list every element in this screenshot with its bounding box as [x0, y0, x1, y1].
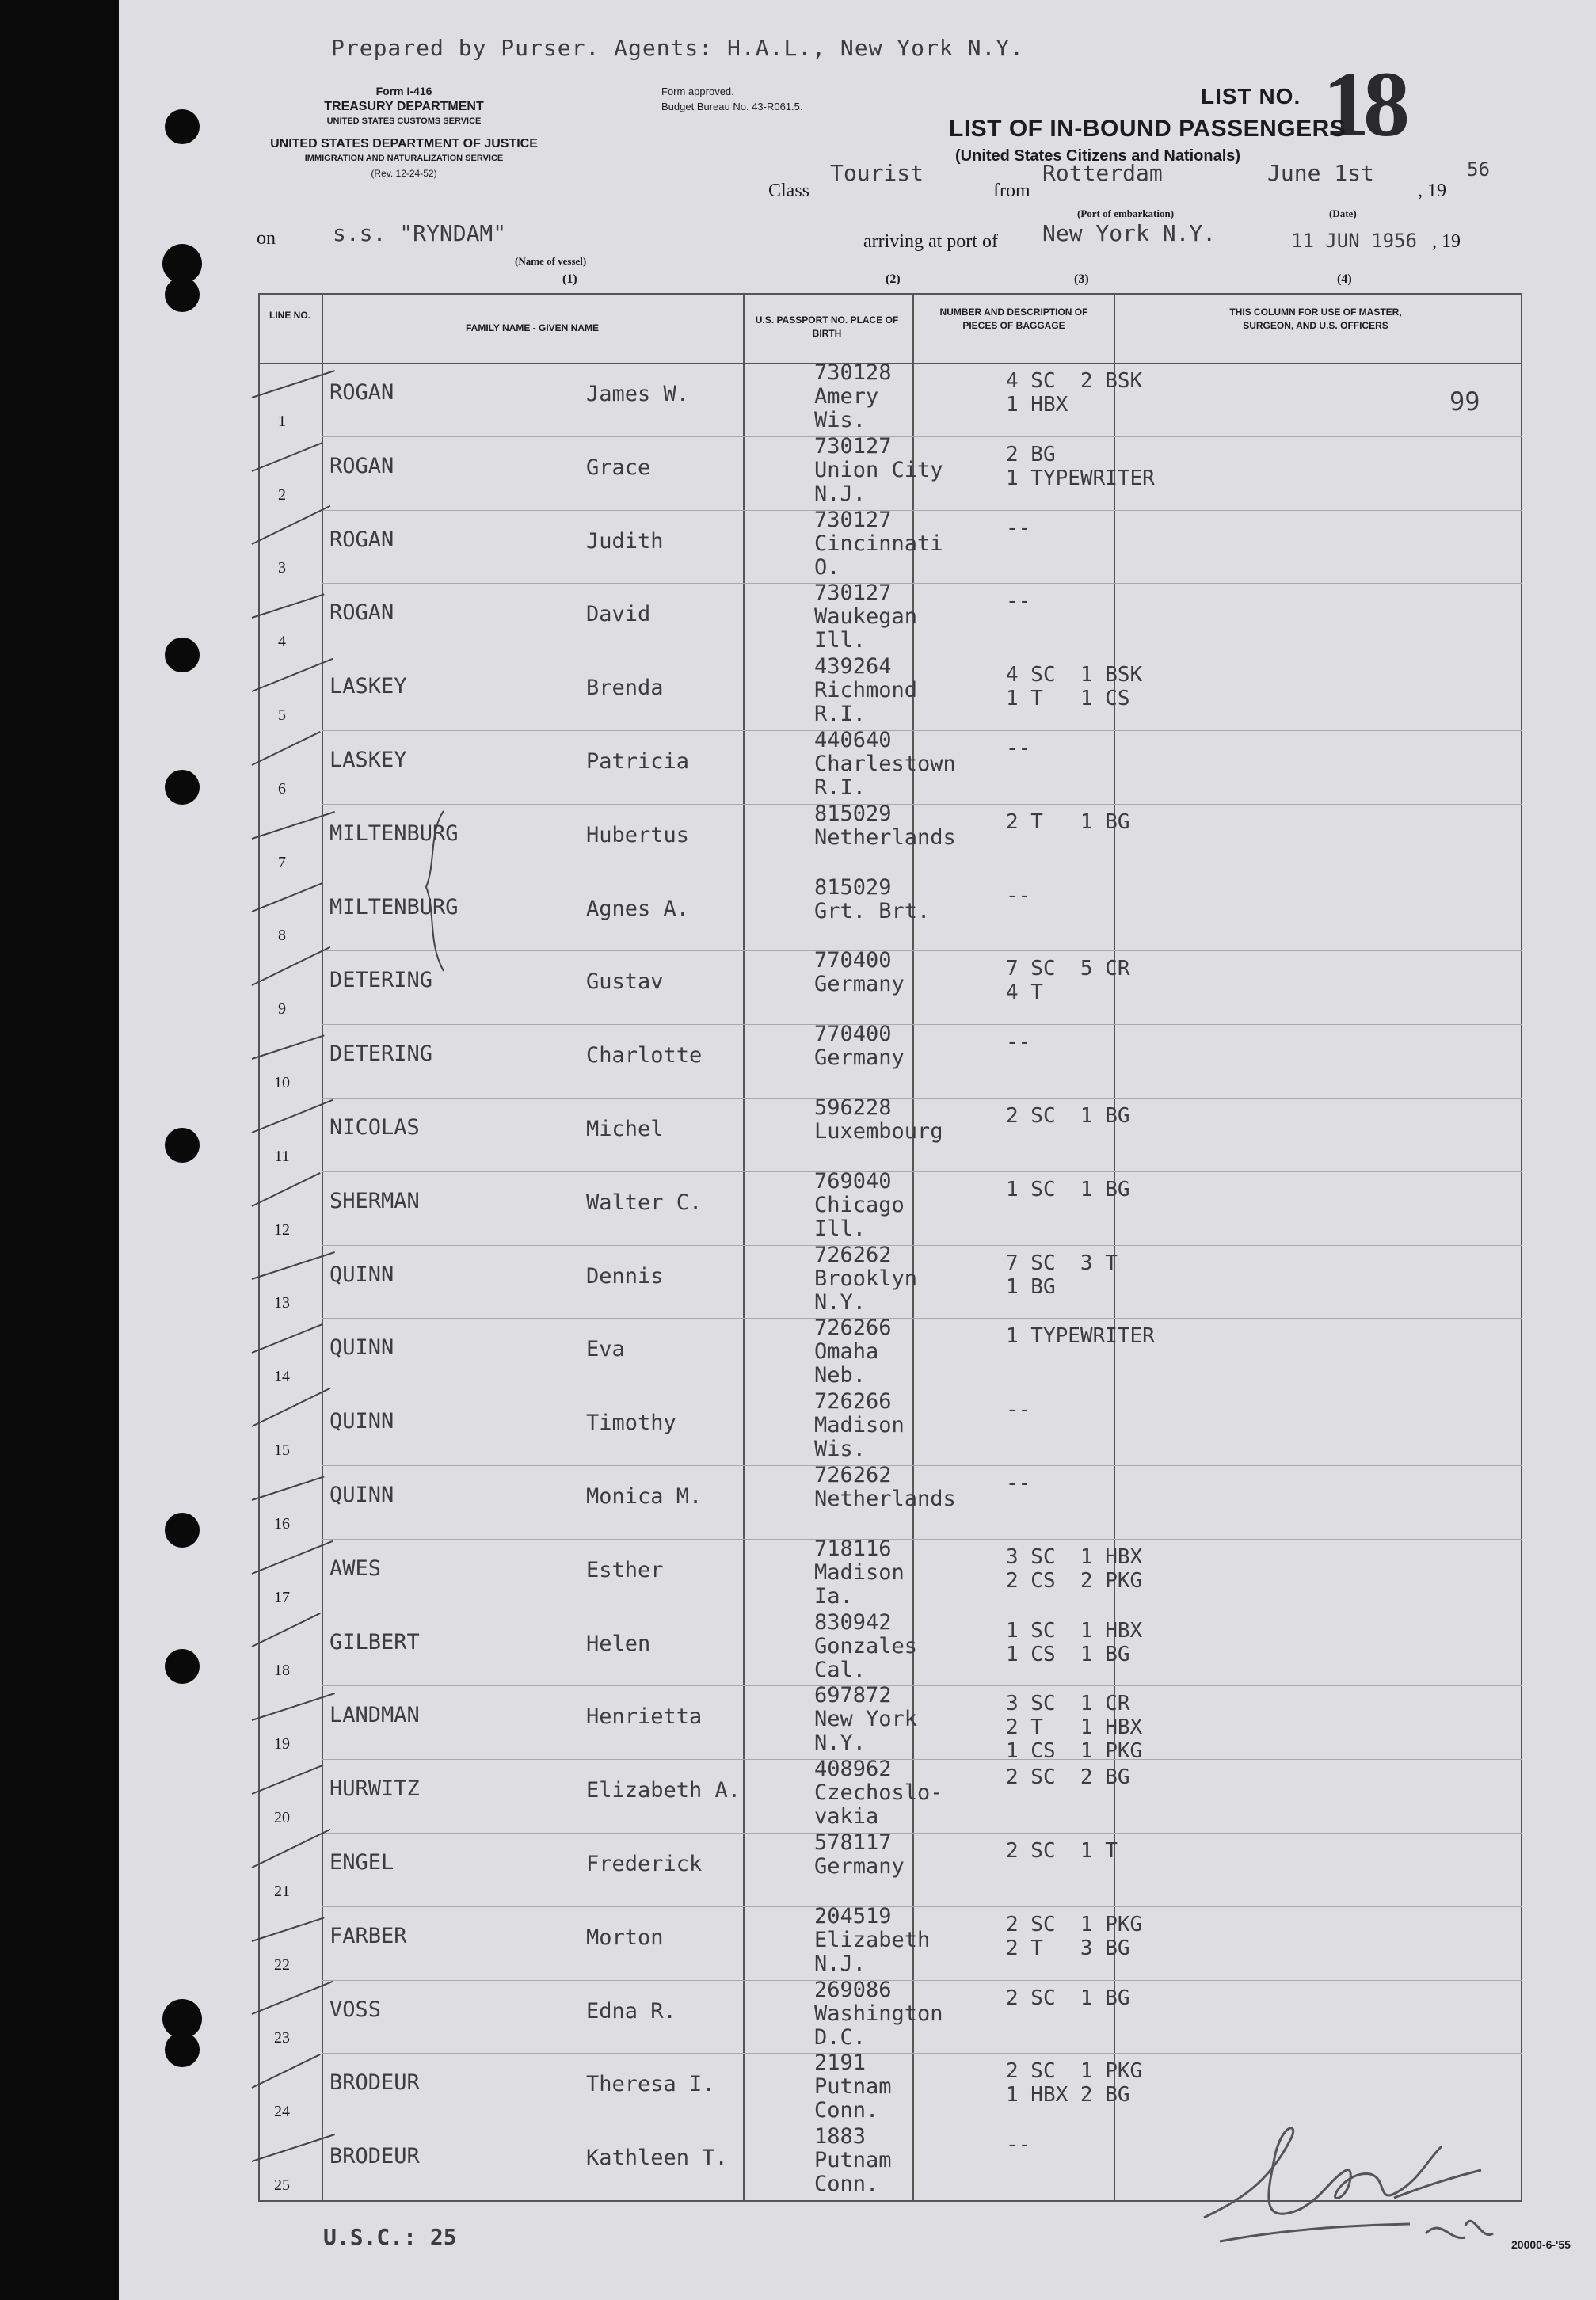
passport-place-of-birth: 578117 Germany: [814, 1830, 905, 1879]
line-number: 24: [274, 2103, 290, 2121]
line-number: 11: [274, 1147, 290, 1165]
family-name: AWES: [329, 1556, 382, 1581]
family-bracket: [420, 808, 451, 974]
baggage-description: 1 SC 1 BG: [1006, 1177, 1130, 1201]
row-divider: [322, 950, 1522, 951]
line-number: 6: [278, 779, 286, 798]
given-name: Dennis: [586, 1263, 664, 1289]
baggage-description: 7 SC 5 CR 4 T: [1006, 957, 1130, 1005]
line-number: 22: [274, 1955, 290, 1974]
class-label: Class: [768, 181, 810, 201]
immigration-service: IMMIGRATION AND NATURALIZATION SERVICE: [304, 154, 504, 163]
baggage-description: 2 SC 1 BG: [1006, 1986, 1130, 2010]
line-number: 20: [274, 1809, 290, 1826]
row-divider: [322, 1024, 1522, 1025]
line-number: 1: [278, 412, 286, 430]
line-number: 12: [274, 1220, 290, 1239]
passport-place-of-birth: 730127 Union City N.J.: [814, 433, 943, 506]
list-number: 18: [1323, 52, 1404, 156]
binder-hole: [165, 638, 200, 672]
given-name: Agnes A.: [586, 896, 690, 921]
column-header-passport: U.S. PASSPORT NO. PLACE OF BIRTH: [755, 314, 899, 339]
baggage-description: --: [1006, 2133, 1031, 2157]
baggage-description: --: [1006, 883, 1031, 908]
row-divider: [322, 1539, 1522, 1540]
baggage-description: 1 SC 1 HBX 1 CS 1 BG: [1006, 1618, 1143, 1666]
baggage-description: 2 BG 1 TYPEWRITER: [1006, 442, 1155, 490]
given-name: Morton: [586, 1925, 664, 1950]
family-name: BRODEUR: [329, 2070, 420, 2096]
customs-service: UNITED STATES CUSTOMS SERVICE: [326, 116, 482, 126]
line-number: 4: [278, 633, 286, 651]
passport-place-of-birth: 770400 Germany: [814, 1022, 905, 1071]
family-name: QUINN: [329, 1483, 394, 1507]
line-number: 16: [274, 1514, 290, 1533]
treasury-department: TREASURY DEPARTMENT: [324, 100, 484, 113]
passport-place-of-birth: 830942 Gonzales Cal.: [814, 1609, 918, 1682]
column-header-baggage: NUMBER AND DESCRIPTION OF PIECES OF BAGGAGE: [939, 307, 1088, 331]
baggage-description: 3 SC 1 HBX 2 CS 2 PKG: [1006, 1544, 1143, 1593]
family-name: QUINN: [329, 1262, 394, 1287]
family-name: ROGAN: [329, 380, 394, 405]
baggage-description: --: [1006, 589, 1031, 614]
given-name: Judith: [586, 528, 664, 554]
given-name: Theresa I.: [586, 2072, 715, 2097]
family-name: VOSS: [329, 1997, 382, 2022]
baggage-description: --: [1006, 1472, 1031, 1495]
row-divider: [322, 1245, 1522, 1246]
officer-signature: [1188, 2091, 1521, 2265]
family-name: ROGAN: [329, 600, 394, 626]
column-marker-2: (2): [886, 272, 901, 286]
on-label: on: [257, 228, 276, 249]
passport-place-of-birth: 204519 Elizabeth N.J.: [814, 1903, 931, 1976]
passport-place-of-birth: 697872 New York N.Y.: [814, 1683, 918, 1756]
column-marker-1: (1): [562, 272, 577, 286]
form-revision: (Rev. 12-24-52): [371, 168, 437, 179]
line-number: 13: [274, 1294, 290, 1312]
passport-place-of-birth: 815029 Grt. Brt.: [814, 874, 931, 923]
form-number: Form I-416: [375, 85, 432, 97]
arriving-label: arriving at port of: [863, 231, 998, 252]
officer-note: 99: [1449, 387, 1480, 417]
line-number: 23: [274, 2029, 290, 2047]
binder-hole: [165, 1649, 200, 1684]
line-number: 2: [278, 486, 286, 504]
date-caption: (Date): [1329, 208, 1357, 219]
baggage-description: 2 SC 1 T: [1006, 1839, 1118, 1863]
line-number: 10: [274, 1074, 290, 1091]
row-divider: [322, 2053, 1522, 2054]
row-divider: [322, 583, 1522, 584]
baggage-description: 4 SC 2 BSK 1 HBX: [1006, 369, 1143, 417]
given-name: Patricia: [586, 749, 690, 774]
port-of-embarkation: Rotterdam: [1042, 160, 1163, 186]
family-name: SHERMAN: [329, 1188, 420, 1213]
given-name: Elizabeth A.: [586, 1778, 741, 1803]
family-name: MILTENBURG: [329, 821, 459, 846]
list-number-label: LIST NO.: [1201, 84, 1301, 109]
passport-place-of-birth: 770400 Germany: [814, 948, 905, 997]
family-name: ROGAN: [329, 527, 394, 552]
given-name: Esther: [586, 1557, 664, 1582]
row-divider: [322, 1685, 1522, 1686]
vessel-caption: (Name of vessel): [515, 255, 587, 267]
arrival-year-prefix: , 19: [1432, 231, 1461, 252]
form-approved: Form approved.: [661, 86, 734, 97]
passport-place-of-birth: 408962 Czechoslo- vakia: [814, 1757, 943, 1830]
binder-hole: [165, 770, 200, 805]
line-number: 18: [274, 1662, 290, 1680]
passport-place-of-birth: 439264 Richmond R.I.: [814, 654, 918, 727]
departure-date: June 1st: [1267, 160, 1374, 186]
given-name: Monica M.: [586, 1484, 703, 1509]
given-name: James W.: [586, 382, 690, 406]
given-name: Kathleen T.: [586, 2146, 728, 2171]
given-name: Henrietta: [586, 1704, 703, 1730]
baggage-description: 1 TYPEWRITER: [1006, 1324, 1155, 1349]
line-number: 8: [278, 927, 286, 945]
passport-place-of-birth: 440640 Charlestown R.I.: [814, 728, 956, 800]
given-name: Hubertus: [586, 822, 690, 847]
given-name: Edna R.: [586, 1998, 676, 2024]
baggage-description: --: [1006, 516, 1031, 540]
doj-block: [230, 136, 578, 181]
manifest-sheet: [119, 0, 1596, 2300]
column-header-name: FAMILY NAME - GIVEN NAME: [465, 322, 600, 333]
binder-hole: [165, 277, 200, 312]
line-number: 21: [274, 1882, 290, 1900]
baggage-description: --: [1006, 737, 1031, 760]
line-number: 5: [278, 706, 286, 724]
baggage-description: 2 SC 2 BG: [1006, 1765, 1130, 1790]
family-name: DETERING: [329, 1041, 433, 1067]
given-name: Charlotte: [586, 1043, 703, 1068]
passport-place-of-birth: 2191 Putnam Conn.: [814, 2051, 892, 2123]
baggage-description: 2 SC 1 PKG 1 HBX 2 BG: [1006, 2059, 1143, 2108]
line-number: 14: [274, 1368, 290, 1386]
line-number: 15: [274, 1441, 290, 1459]
departure-year-prefix: , 19: [1418, 181, 1446, 201]
baggage-description: 3 SC 1 CR 2 T 1 HBX 1 CS 1 PKG: [1006, 1692, 1143, 1764]
given-name: Walter C.: [586, 1190, 703, 1215]
passport-place-of-birth: 726266 Omaha Neb.: [814, 1316, 892, 1388]
line-number: 17: [274, 1588, 290, 1606]
passport-place-of-birth: 726266 Madison Wis.: [814, 1389, 905, 1462]
given-name: Michel: [586, 1117, 664, 1141]
binder-hole: [165, 1513, 200, 1548]
departure-year: 56: [1467, 158, 1490, 181]
passport-place-of-birth: 596228 Luxembourg: [814, 1095, 943, 1144]
given-name: Timothy: [586, 1411, 676, 1436]
column-header-line-no: LINE NO.: [269, 310, 310, 321]
family-name: BRODEUR: [329, 2144, 420, 2169]
passport-place-of-birth: 718116 Madison Ia.: [814, 1536, 905, 1609]
department-of-justice: UNITED STATES DEPARTMENT OF JUSTICE: [270, 137, 538, 150]
line-number: 25: [274, 2176, 290, 2194]
passport-place-of-birth: 730128 Amery Wis.: [814, 360, 892, 432]
line-number: 7: [278, 853, 286, 871]
family-name: LASKEY: [329, 748, 407, 772]
passport-place-of-birth: 769040 Chicago Ill.: [814, 1168, 905, 1241]
given-name: Eva: [586, 1337, 625, 1362]
print-code: 20000-6-'55: [1511, 2238, 1571, 2251]
passport-place-of-birth: 269086 Washington D.C.: [814, 1977, 943, 2050]
arrival-date-stamp: 11 JUN 1956: [1291, 230, 1417, 252]
family-name: QUINN: [329, 1335, 394, 1361]
baggage-description: 2 SC 1 BG: [1006, 1104, 1130, 1128]
family-name: ROGAN: [329, 453, 394, 478]
passport-place-of-birth: 1883 Putnam Conn.: [814, 2124, 892, 2197]
passport-place-of-birth: 726262 Netherlands: [814, 1463, 956, 1511]
given-name: Brenda: [586, 676, 664, 701]
binder-hole: [165, 109, 200, 144]
row-divider: [322, 1171, 1522, 1172]
budget-bureau-number: Budget Bureau No. 43-R061.5.: [661, 101, 803, 112]
class-value: Tourist: [830, 160, 924, 186]
arrival-port: New York N.Y.: [1042, 220, 1217, 246]
baggage-description: 2 SC 1 PKG 2 T 3 BG: [1006, 1912, 1143, 1960]
passport-place-of-birth: 726262 Brooklyn N.Y.: [814, 1242, 918, 1315]
given-name: Gustav: [586, 969, 664, 995]
baggage-description: 4 SC 1 BSK 1 T 1 CS: [1006, 663, 1143, 711]
from-label: from: [993, 181, 1030, 201]
baggage-description: 7 SC 3 T 1 BG: [1006, 1251, 1118, 1299]
column-marker-3: (3): [1074, 272, 1089, 286]
line-number: 3: [278, 559, 286, 577]
column-header-officers: THIS COLUMN FOR USE OF MASTER, SURGEON, AND U.S. OFFICERS: [1229, 307, 1402, 331]
form-agency-block: [301, 84, 507, 129]
family-name: NICOLAS: [329, 1115, 420, 1140]
column-marker-4: (4): [1337, 272, 1352, 286]
row-divider: [322, 1833, 1522, 1834]
usc-count: U.S.C.: 25: [323, 2224, 457, 2250]
document-title: LIST OF IN-BOUND PASSENGERS: [949, 116, 1347, 142]
family-name: DETERING: [329, 968, 433, 993]
passport-place-of-birth: 730127 Waukegan Ill.: [814, 581, 918, 653]
family-name: GILBERT: [329, 1629, 420, 1655]
row-divider: [322, 1318, 1522, 1319]
passport-place-of-birth: 730127 Cincinnati O.: [814, 507, 943, 580]
baggage-description: --: [1006, 1030, 1031, 1055]
vessel-name: s.s. "RYNDAM": [333, 220, 507, 246]
family-name: ENGEL: [329, 1850, 394, 1875]
line-number: 9: [278, 1000, 286, 1019]
given-name: Frederick: [586, 1852, 703, 1876]
family-name: QUINN: [329, 1409, 394, 1434]
given-name: Grace: [586, 455, 651, 480]
port-embarkation-caption: (Port of embarkation): [1077, 208, 1175, 219]
family-name: MILTENBURG: [329, 894, 459, 920]
binder-hole: [165, 2032, 200, 2067]
passport-place-of-birth: 815029 Netherlands: [814, 801, 956, 850]
family-name: FARBER: [329, 1923, 407, 1948]
prepared-by-line: Prepared by Purser. Agents: H.A.L., New York N.Y.: [331, 35, 1025, 61]
family-name: LANDMAN: [329, 1703, 420, 1728]
given-name: Helen: [586, 1631, 651, 1656]
binder-hole: [165, 1128, 200, 1163]
line-number: 19: [274, 1735, 290, 1754]
baggage-description: 2 T 1 BG: [1006, 809, 1130, 834]
given-name: David: [586, 602, 651, 627]
family-name: HURWITZ: [329, 1776, 420, 1802]
baggage-description: --: [1006, 1398, 1031, 1422]
document-subtitle: (United States Citizens and Nationals): [955, 147, 1241, 165]
family-name: LASKEY: [329, 674, 407, 699]
form-approval: [661, 84, 803, 114]
